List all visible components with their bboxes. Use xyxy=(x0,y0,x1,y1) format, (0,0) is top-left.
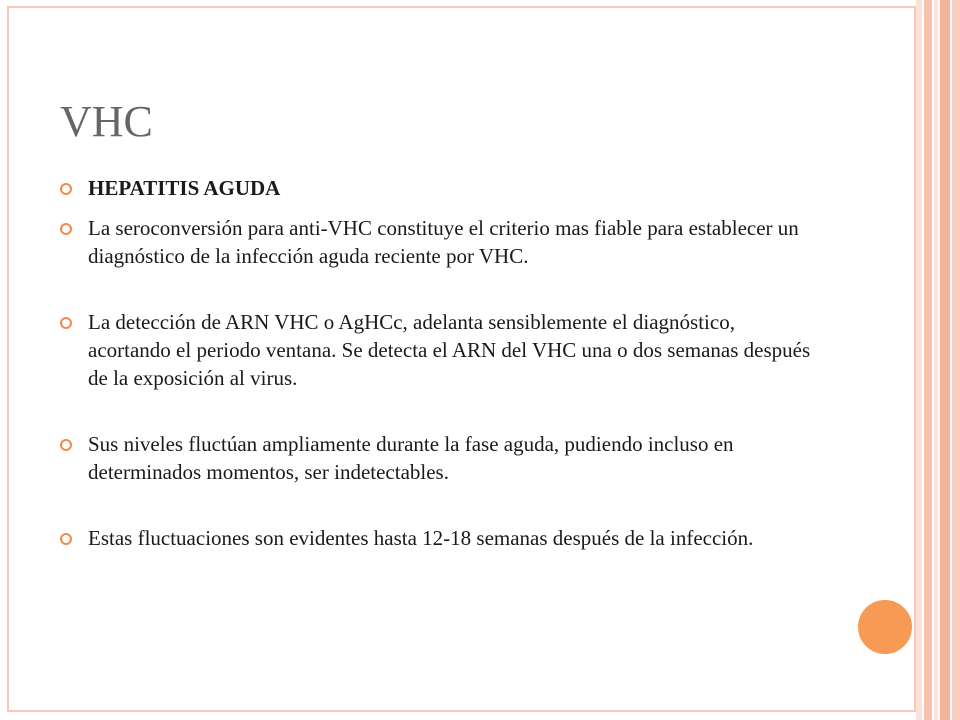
bullet-text: La detección de ARN VHC o AgHCc, adelanta sensiblemente el diagnóstico, acortando el periodo ventana. Se detecta el ARN del VHC una o dos semanas después de la exposición al virus. xyxy=(88,310,811,390)
stripe xyxy=(934,0,938,720)
circle-bullet-icon xyxy=(60,223,72,235)
bullet-text: Sus niveles fluctúan ampliamente durante la fase aguda, pudiendo incluso en determinados momentos, ser indetectables. xyxy=(88,432,734,484)
circle-bullet-icon xyxy=(60,183,72,195)
circle-bullet-icon xyxy=(60,317,72,329)
stripe xyxy=(924,0,932,720)
bullet-text: HEPATITIS AGUDA xyxy=(88,176,281,200)
slide-title: VHC xyxy=(60,97,153,146)
bullet-heading xyxy=(60,174,820,202)
orange-circle-decoration xyxy=(856,598,914,656)
bullet-list xyxy=(60,174,820,564)
circle-bullet-icon xyxy=(60,533,72,545)
circle-bullet-icon xyxy=(60,439,72,451)
decorative-stripes xyxy=(916,0,960,720)
stripe xyxy=(916,0,922,720)
bullet-text: Estas fluctuaciones son evidentes hasta 12-18 semanas después de la infección. xyxy=(88,526,754,550)
bullet-item xyxy=(60,308,820,392)
stripe xyxy=(952,0,960,720)
bullet-item xyxy=(60,430,820,486)
bullet-item xyxy=(60,214,820,270)
stripe xyxy=(940,0,950,720)
bullet-item xyxy=(60,524,820,552)
bullet-text: La seroconversión para anti-VHC constituye el criterio mas fiable para establecer un diagnóstico de la infección aguda reciente por VHC. xyxy=(88,216,799,268)
